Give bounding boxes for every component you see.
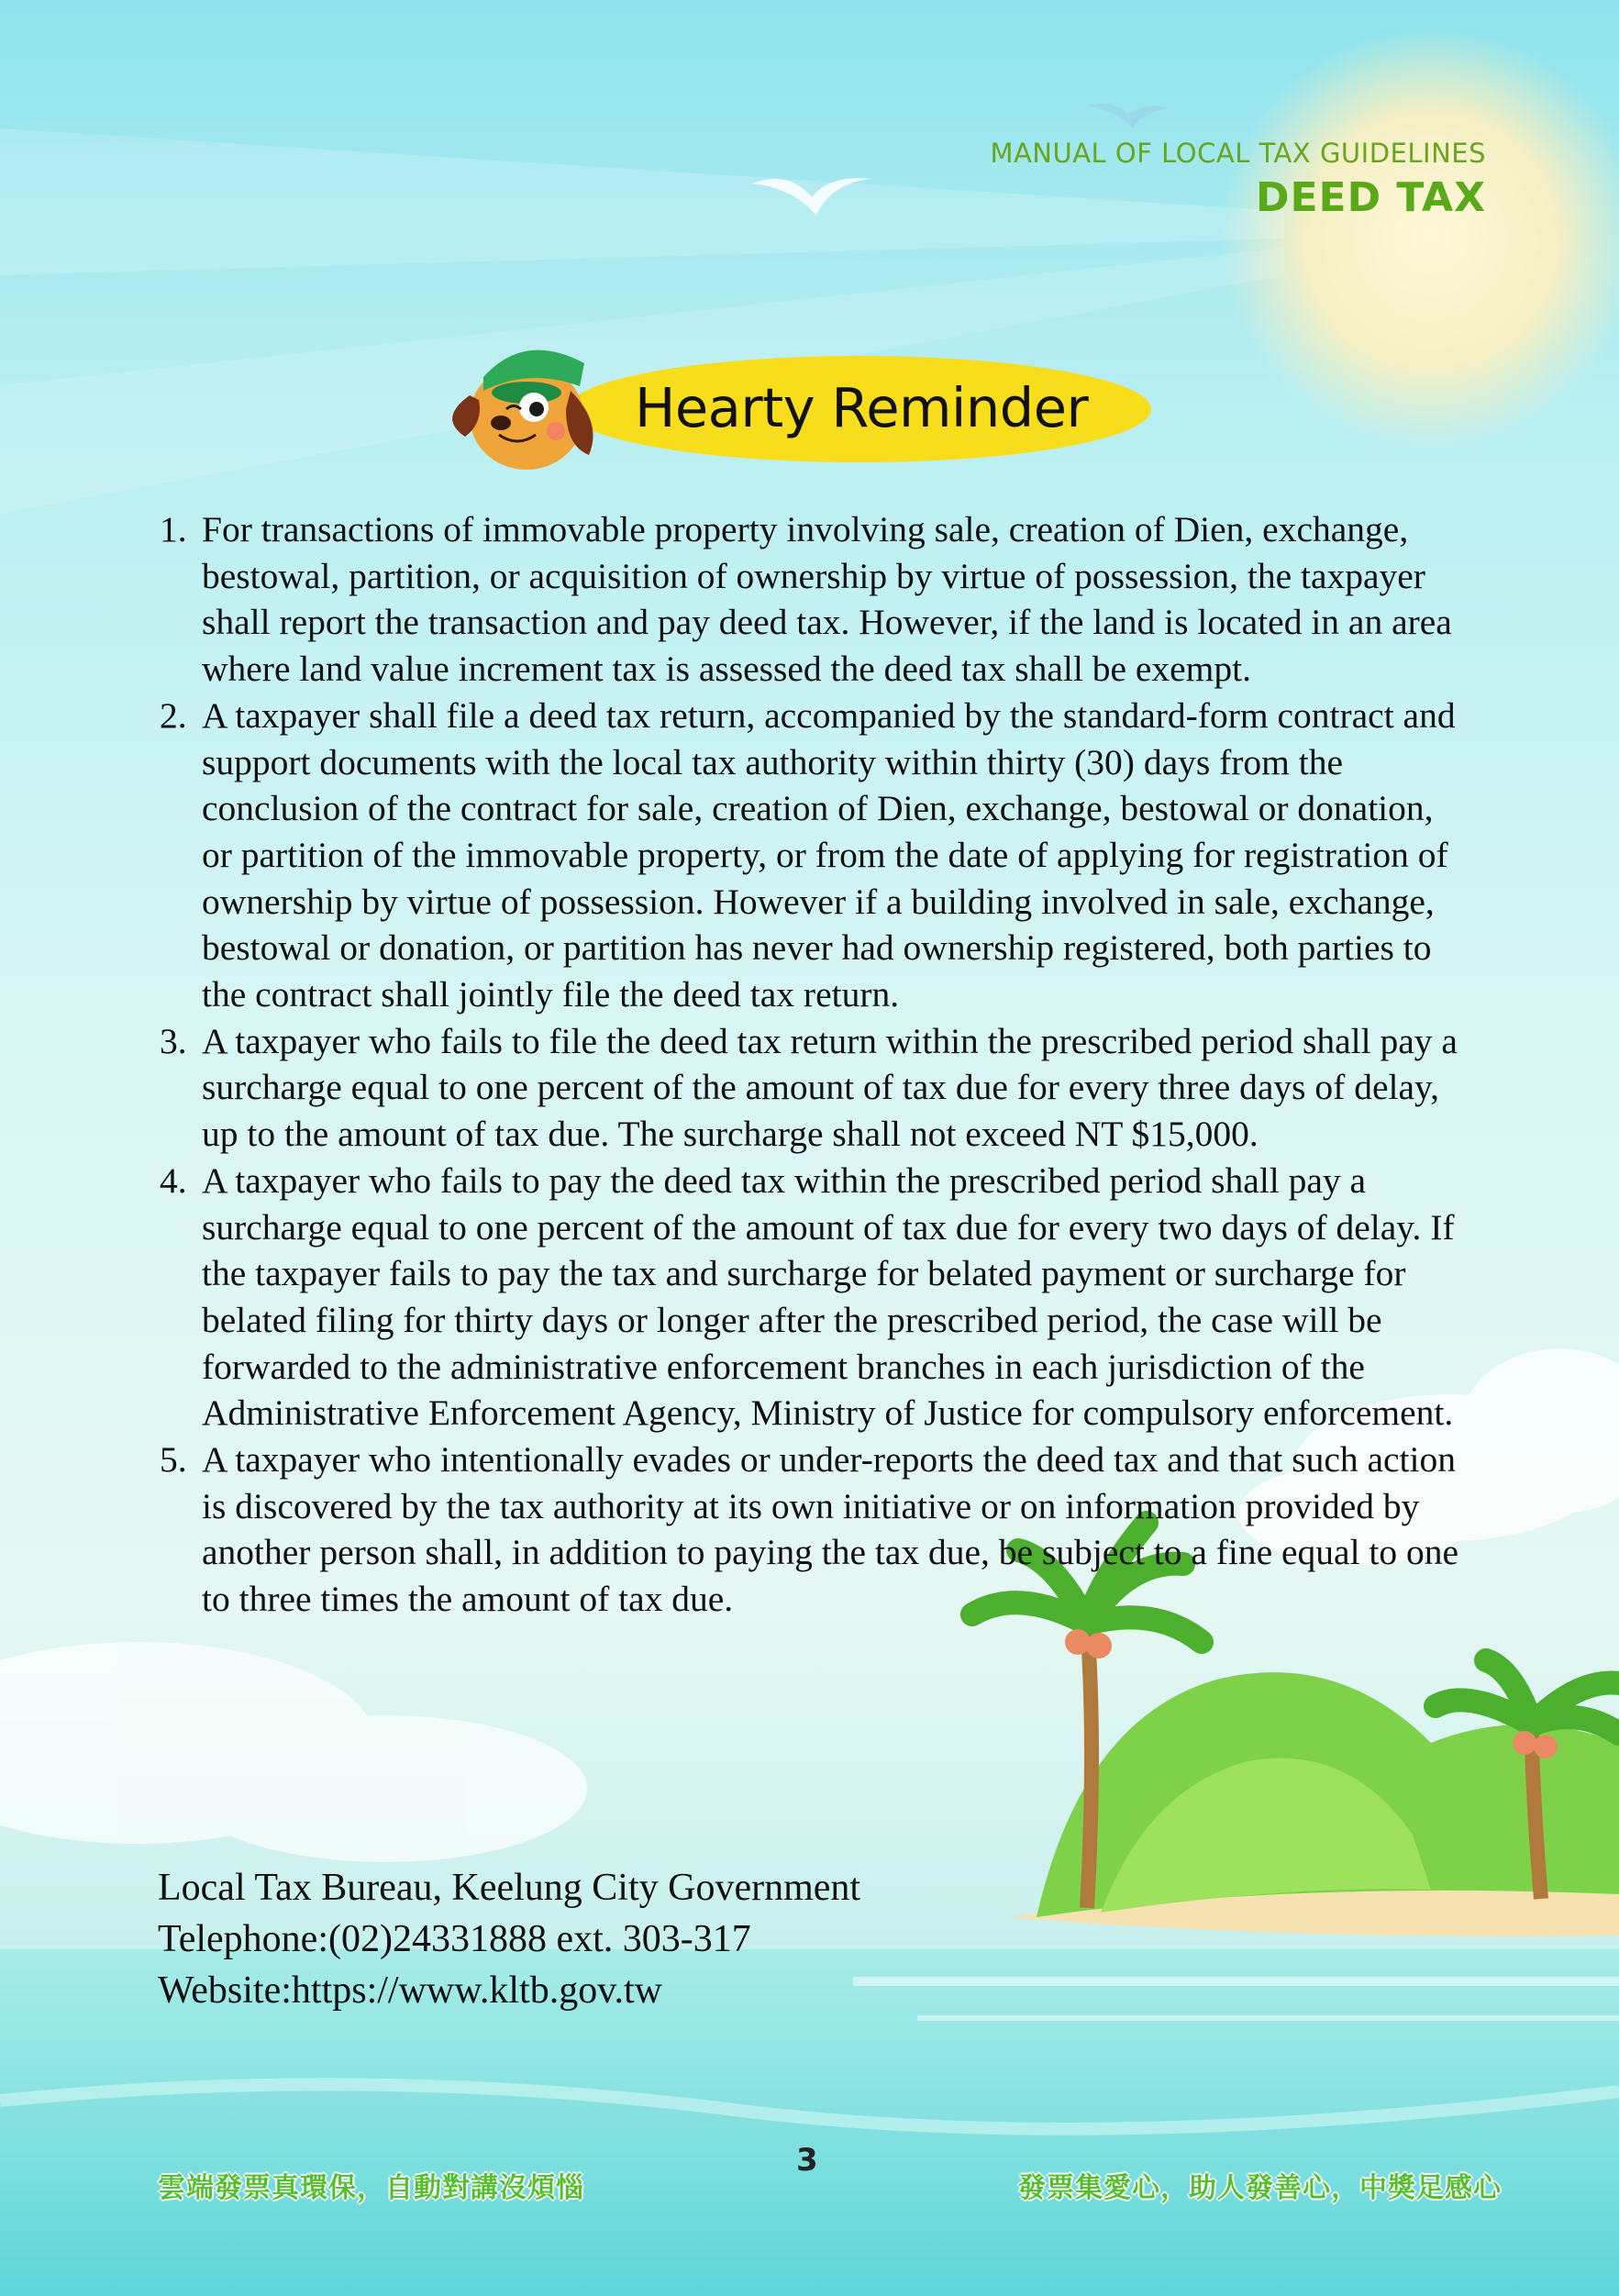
item-number: 5. xyxy=(160,1439,187,1481)
contact-block xyxy=(158,1862,860,2016)
item-text: A taxpayer shall file a deed tax return, accompanied by the standard-form contract and support documents with the local tax authority within thirty (30) days from the conclusion of the contract for sale, creation of Dien, exchange, bestowal or donation, or partition of the immovable property, or from the date of applying for registration of ownership by virtue of possession. However if a building involved in sale, exchange, bestowal or donation, or partition has never had ownership registered, both parties to the contract shall jointly file the deed tax return. xyxy=(202,694,1456,1015)
office-name: Local Tax Bureau, Keelung City Government xyxy=(158,1867,861,1909)
telephone: Telephone:(02)24331888 ext. 303-317 xyxy=(158,1918,751,1960)
seagull-icon xyxy=(1087,104,1170,128)
item-text: A taxpayer who fails to pay the deed tax within the prescribed period shall pay a surcharge equal to one percent of the amount of tax due for every two days of delay. If the taxpayer fails to pay the tax and surcharge for belated payment or surcharge for belated filing for thirty days or longer after the prescribed period, the case will be forwarded to the administrative enforcement branches in each jurisdiction of the Administrative Enforcement Agency, Ministry of Justice for compulsory enforcement. xyxy=(202,1159,1455,1434)
page-number: 3 xyxy=(796,2142,818,2179)
list-item xyxy=(156,1158,1468,1436)
list-item xyxy=(156,1436,1468,1623)
item-number: 3. xyxy=(160,1020,187,1061)
header-title: DEED TAX xyxy=(1255,174,1486,221)
website: Website:https://www.kltb.gov.tw xyxy=(158,1969,662,2012)
item-text: A taxpayer who fails to file the deed tax return within the prescribed period shall pay a surcharge equal to one percent of the amount of tax due for every three days of delay, up to the amount of tax due. The surcharge shall not exceed NT $15,000. xyxy=(202,1020,1458,1155)
item-text: A taxpayer who intentionally evades or under-reports the deed tax and that such action is discovered by the tax authority at its own initiative or on information provided by another person shall, in addition to paying the tax due, be subject to a fine equal to one to three times the amount of tax due. xyxy=(202,1439,1459,1620)
reminder-list xyxy=(156,506,1468,1623)
list-item xyxy=(156,693,1468,1018)
item-text: For transactions of immovable property involving sale, creation of Dien, exchange, bestowal, partition, or acquisition of ownership by virtue of possession, the taxpayer shall report the transaction and pay deed tax. However, if the land is located in an area where land value increment tax is assessed the deed tax shall be exempt. xyxy=(202,509,1452,690)
dog-mascot-icon xyxy=(452,350,593,470)
list-item xyxy=(156,506,1468,693)
cloud xyxy=(0,1642,587,1862)
header-subtitle: MANUAL OF LOCAL TAX GUIDELINES xyxy=(990,138,1486,169)
banner-title: Hearty Reminder xyxy=(635,376,1089,439)
list-item xyxy=(156,1018,1468,1158)
footer-slogan-right: 發票集愛心，助人發善心，中獎足感心 xyxy=(1018,2172,1502,2204)
item-number: 2. xyxy=(160,694,187,736)
item-number: 1. xyxy=(160,509,187,549)
footer-slogan-left: 雲端發票真環保，自動對講沒煩惱 xyxy=(158,2172,584,2204)
item-number: 4. xyxy=(160,1159,187,1201)
